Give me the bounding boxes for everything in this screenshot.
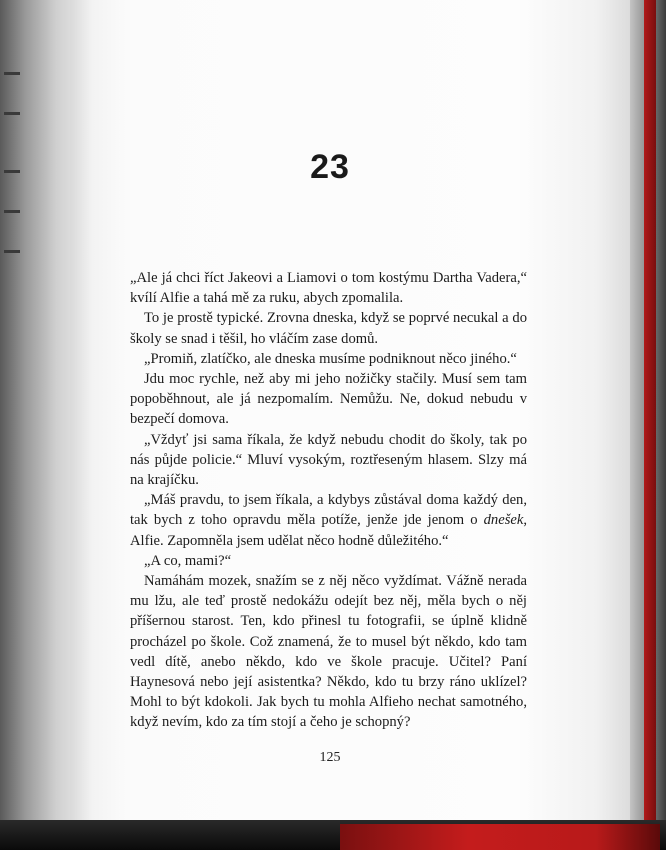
edge-mark <box>4 112 20 115</box>
paragraph-text: „Vždyť jsi sama říkala, že když nebudu chodit do školy, tak po nás půjde policie.“ Mluví vysokým, roztřeseným hlasem. Slzy má na krajíčku. <box>130 431 527 489</box>
paragraph <box>130 268 527 308</box>
paragraph <box>130 490 527 551</box>
page-number: 125 <box>319 750 341 765</box>
paragraph <box>130 349 527 369</box>
paragraph-text: „A co, mami?“ <box>144 552 232 569</box>
italic-emphasis: dnešek <box>483 512 524 529</box>
bottom-red-cover <box>340 824 660 850</box>
paragraph-text: , Alfie. Zapomněla jsem udělat něco hodně důležitého.“ <box>130 512 527 549</box>
paragraph-text: „Promiň, zlatíčko, ale dneska musíme podniknout něco jiného.“ <box>144 350 517 367</box>
chapter-body <box>130 268 527 733</box>
paragraph-text: Namáhám mozek, snažím se z něj něco vyždímat. Vážně nerada mu lžu, ale teď prostě nedokážu odejít bez něj, měla bych o něj příšernou starost. Ten, kdo přinesl tu fotografii, se úplně klidně procházel po škole. Což znamená, že to musel být někdo, kdo tam vedl dítě, anebo někdo, kdo ve škole pracuje. Učitel? Paní Haynesová nebo její asistentka? Někdo, kdo tu brzy ráno uklízel? Mohl to být kdokoli. Jak bych tu mohla Alfieho nechat samotného, když nevím, kdo za tím stojí a čeho je schopný? <box>130 573 527 731</box>
chapter-number: 23 <box>310 148 350 186</box>
paragraph-text: To je prostě typické. Zrovna dneska, když se poprvé necukal a do školy se snad i těšil, ho vláčím zase domů. <box>130 310 527 347</box>
edge-mark <box>4 250 20 253</box>
paragraph <box>130 551 527 571</box>
paragraph-text: „Máš pravdu, to jsem říkala, a kdybys zůstával doma každý den, tak bych z toho opravdu měla potíže, jenže jde jenom o <box>130 492 527 529</box>
edge-mark <box>4 210 20 213</box>
paragraph-text: „Ale já chci říct Jakeovi a Liamovi o tom kostýmu Dartha Vadera,“ kvílí Alfie a tahá mě za ruku, abych zpomalila. <box>130 270 527 307</box>
red-cover-edge <box>644 0 656 850</box>
paragraph <box>130 308 527 348</box>
edge-mark <box>4 170 20 173</box>
edge-mark <box>4 72 20 75</box>
paragraph <box>130 369 527 430</box>
paragraph-text: Jdu moc rychle, než aby mi jeho nožičky stačily. Musí sem tam popoběhnout, ale já nezpomalím. Nemůžu. Ne, dokud nebudu v bezpečí domova. <box>130 371 527 428</box>
paragraph <box>130 430 527 491</box>
paragraph <box>130 571 527 733</box>
